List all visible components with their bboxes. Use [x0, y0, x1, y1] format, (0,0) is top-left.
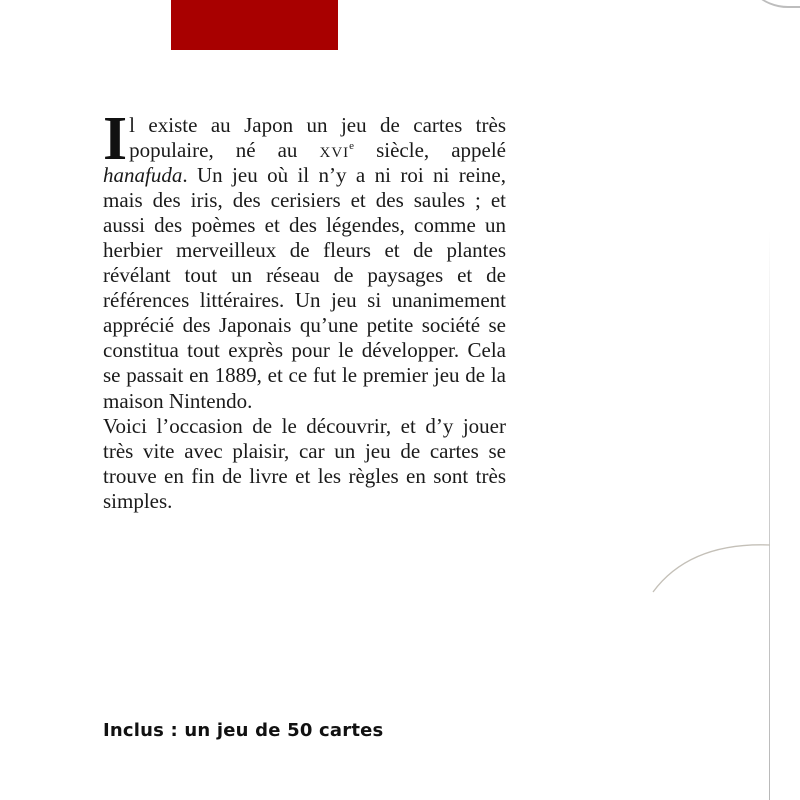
- red-color-block: [171, 0, 338, 50]
- page-edge-line: [769, 230, 770, 800]
- century-numeral: xvi: [319, 138, 350, 163]
- included-note: Inclus : un jeu de 50 cartes: [103, 720, 384, 741]
- century-superscript: e: [349, 140, 355, 153]
- blurb-paragraph-2: Voici l’occasion de le découvrir, et d’y jouer très vite avec plaisir, car un jeu de cartes se trouve en fin de livre et les règles en sont très simples.: [103, 413, 506, 513]
- blurb-paragraph-1: [103, 105, 506, 414]
- back-cover-blurb: [103, 105, 506, 514]
- corner-arc-decoration: [740, 0, 800, 8]
- arc-decoration: [640, 530, 780, 610]
- blurb-text-part1: l existe au Japon un jeu de cartes très populaire, né au: [129, 113, 506, 163]
- blurb-text-part2: siècle, appelé: [354, 138, 506, 163]
- blurb-text-part3: . Un jeu où il n’y a ni roi ni reine, mais des iris, des cerisiers et des saules ; et aussi des poèmes et des légendes, comme un herbier merveilleux de fleurs et de plantes révélant tout un réseau de paysages et de références littéraires. Un jeu si unanimement apprécié des Japonais qu’une petite société se constitua tout exprès pour le développer. Cela se passait en 1889, et ce fut le premier jeu de la maison Nintendo.: [103, 163, 506, 413]
- game-name: hanafuda: [103, 163, 183, 188]
- drop-cap: I: [103, 105, 128, 173]
